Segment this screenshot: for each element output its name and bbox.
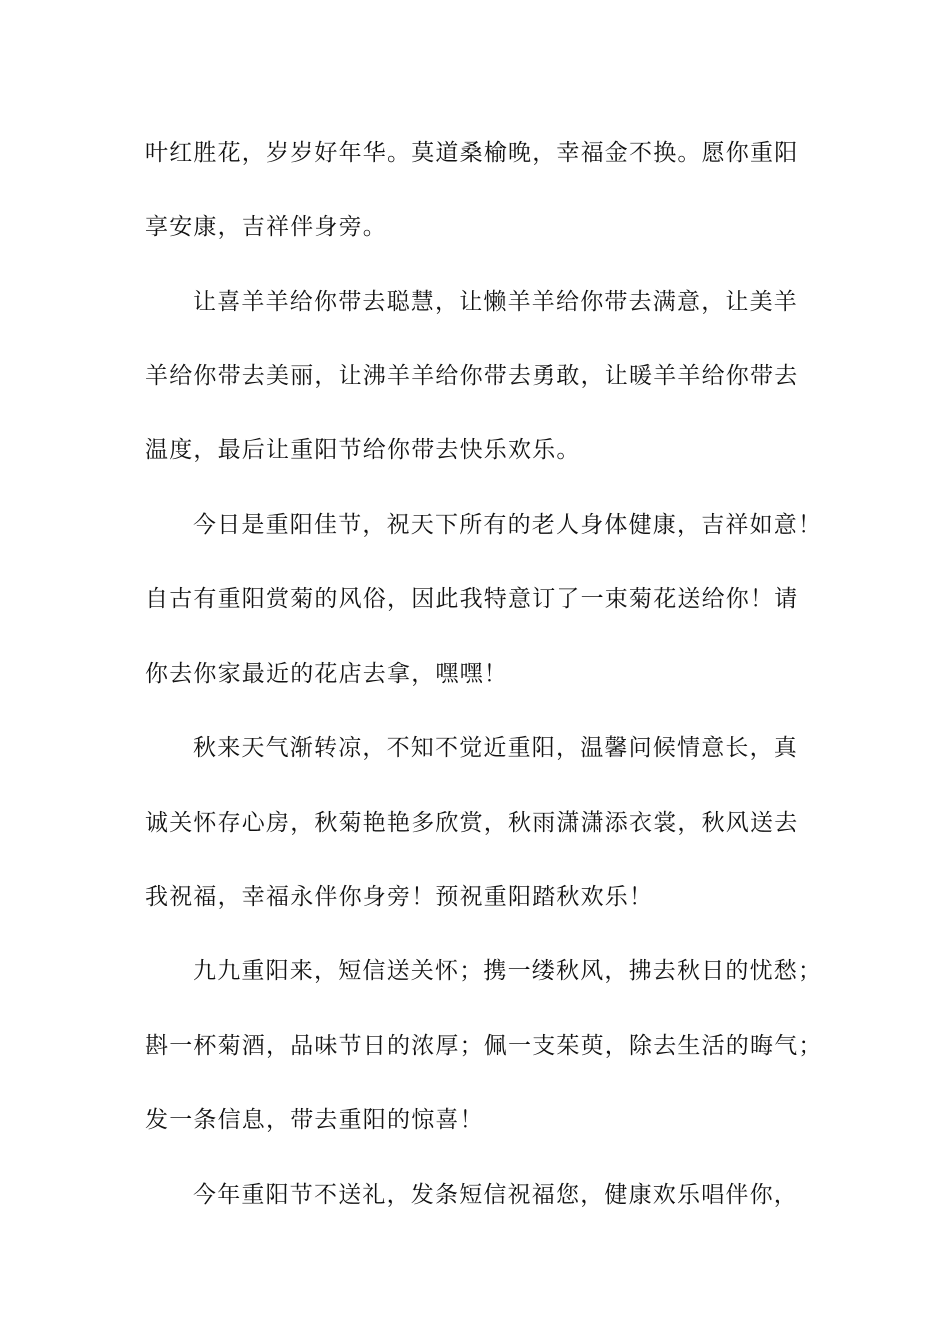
paragraph-4-line-1: 秋来天气渐转凉，不知不觉近重阳，温馨问候情意长，真 [193,735,798,761]
paragraph-2-line-1: 让喜羊羊给你带去聪慧，让懒羊羊给你带去满意，让美羊 [193,289,798,315]
paragraph-5-line-3: 发一条信息，带去重阳的惊喜！ [145,1107,484,1133]
paragraph-2-line-3: 温度，最后让重阳节给你带去快乐欢乐。 [145,437,581,463]
paragraph-3-line-1: 今日是重阳佳节，祝天下所有的老人身体健康，吉祥如意！ [193,512,823,538]
paragraph-5-line-1: 九九重阳来，短信送关怀；携一缕秋风，拂去秋日的忧愁； [193,958,823,984]
paragraph-2-line-2: 羊给你带去美丽，让沸羊羊给你带去勇敢，让暖羊羊给你带去 [145,363,799,389]
paragraph-1-line-1: 叶红胜花，岁岁好年华。莫道桑榆晚，幸福金不换。愿你重阳 [145,140,799,166]
paragraph-4-line-2: 诚关怀存心房，秋菊艳艳多欣赏，秋雨潇潇添衣裳，秋风送去 [145,810,799,836]
paragraph-5-line-2: 斟一杯菊酒，品味节日的浓厚；佩一支茱萸，除去生活的晦气； [145,1033,823,1059]
paragraph-3-line-3: 你去你家最近的花店去拿，嘿嘿！ [145,661,508,687]
paragraph-4-line-3: 我祝福，幸福永伴你身旁！预祝重阳踏秋欢乐！ [145,884,654,910]
paragraph-6-line-1: 今年重阳节不送礼，发条短信祝福您，健康欢乐唱伴你， [193,1182,798,1208]
paragraph-1-line-2: 享安康，吉祥伴身旁。 [145,214,387,240]
paragraph-3-line-2: 自古有重阳赏菊的风俗，因此我特意订了一束菊花送给你！请 [145,586,799,612]
